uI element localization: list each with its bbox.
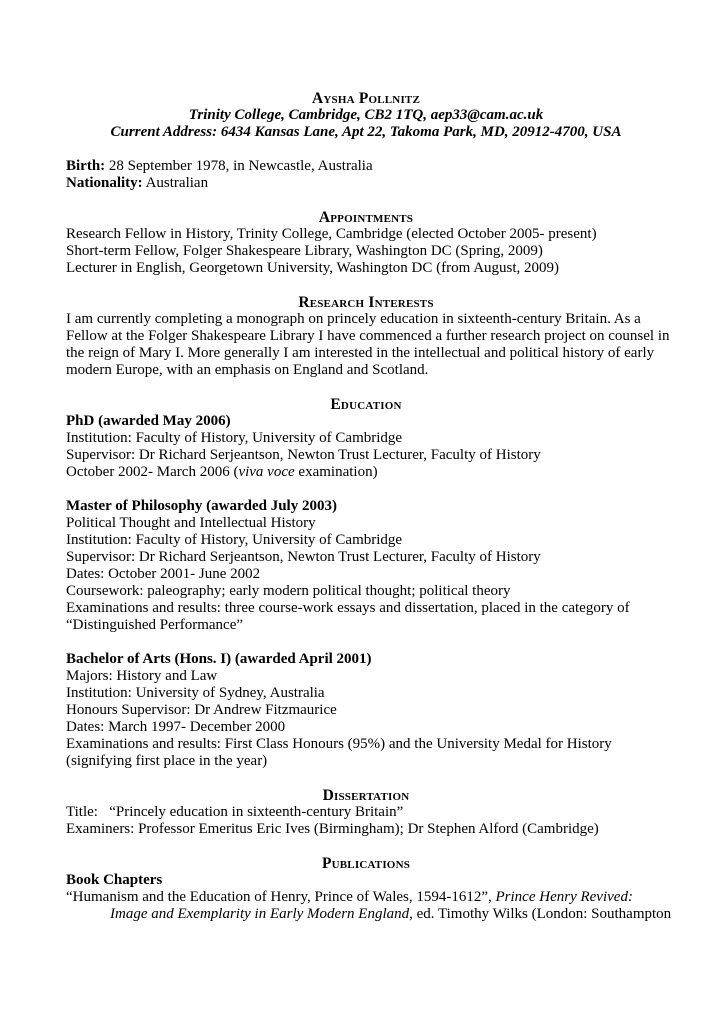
ba-institution: Institution: University of Sydney, Australia — [66, 685, 325, 701]
appointment-item: Research Fellow in History, Trinity College, Cambridge (elected October 2005- present) — [66, 226, 597, 242]
nationality-line — [66, 175, 666, 192]
birth-value: 28 September 1978, in Newcastle, Australia — [105, 158, 373, 174]
phd-title: PhD (awarded May 2006) — [66, 413, 231, 429]
ba-title: Bachelor of Arts (Hons. I) (awarded April 2001) — [66, 651, 372, 667]
ba-supervisor: Honours Supervisor: Dr Andrew Fitzmaurice — [66, 702, 337, 718]
research-heading: Research Interests — [298, 294, 434, 311]
appointments-heading: Appointments — [318, 209, 414, 226]
birth-line — [66, 158, 666, 175]
dissertation-heading: Dissertation — [322, 787, 410, 804]
book-chapters-label: Book Chapters — [66, 872, 163, 888]
cv-page — [66, 90, 672, 923]
publication-entry — [66, 889, 666, 906]
research-text-line: the reign of Mary I. More generally I am interested in the intellectual and political history of early — [66, 345, 655, 361]
nationality-value: Australian — [142, 175, 209, 191]
publication-details: , ed. Timothy Wilks (London: Southampton — [409, 906, 672, 922]
book-title-part2: Image and Exemplarity in Early Modern England — [110, 906, 410, 922]
publication-entry-cont — [66, 906, 672, 923]
ba-results: Examinations and results: First Class Honours (95%) and the University Medal for History — [66, 736, 612, 752]
mphil-supervisor: Supervisor: Dr Richard Serjeantson, Newton Trust Lecturer, Faculty of History — [66, 549, 541, 565]
phd-institution: Institution: Faculty of History, University of Cambridge — [66, 430, 403, 446]
ba-results-cont: (signifying first place in the year) — [66, 753, 268, 769]
chapter-title: “Humanism and the Education of Henry, Prince of Wales, 1594-1612”, — [66, 889, 496, 905]
mphil-results-cont: “Distinguished Performance” — [66, 617, 244, 633]
research-text-line: modern Europe, with an emphasis on England and Scotland. — [66, 362, 429, 378]
dissertation-examiners: Examiners: Professor Emeritus Eric Ives (Birmingham); Dr Stephen Alford (Cambridge) — [66, 821, 599, 837]
author-name: Aysha Pollnitz — [311, 90, 421, 107]
appointment-item: Lecturer in English, Georgetown University, Washington DC (from August, 2009) — [66, 260, 560, 276]
mphil-title: Master of Philosophy (awarded July 2003) — [66, 498, 337, 514]
phd-dates — [66, 464, 666, 481]
book-title-part1: Prince Henry Revived: — [495, 889, 633, 905]
research-text-line: I am currently completing a monograph on princely education in sixteenth-century Britain. As a — [66, 311, 641, 327]
ba-majors: Majors: History and Law — [66, 668, 218, 684]
dissertation-title: Title: “Princely education in sixteenth-century Britain” — [66, 804, 404, 820]
publications-heading: Publications — [321, 855, 411, 872]
phd-supervisor: Supervisor: Dr Richard Serjeantson, Newton Trust Lecturer, Faculty of History — [66, 447, 541, 463]
research-text-line: Fellow at the Folger Shakespeare Library I have commenced a further research project on counsel in — [66, 328, 670, 344]
mphil-institution: Institution: Faculty of History, University of Cambridge — [66, 532, 403, 548]
ba-dates: Dates: March 1997- December 2000 — [66, 719, 286, 735]
affiliation-line: Trinity College, Cambridge, CB2 1TQ, aep33@cam.ac.uk — [188, 107, 544, 123]
mphil-results: Examinations and results: three course-work essays and dissertation, placed in the category of — [66, 600, 630, 616]
phd-dates-suffix: examination) — [294, 464, 378, 480]
mphil-coursework: Coursework: paleography; early modern political thought; political theory — [66, 583, 511, 599]
birth-label: Birth: — [66, 158, 106, 174]
mphil-subject: Political Thought and Intellectual History — [66, 515, 316, 531]
current-address-line: Current Address: 6434 Kansas Lane, Apt 22, Takoma Park, MD, 20912-4700, USA — [110, 124, 622, 140]
education-heading: Education — [330, 396, 402, 413]
mphil-dates: Dates: October 2001- June 2002 — [66, 566, 261, 582]
appointment-item: Short-term Fellow, Folger Shakespeare Library, Washington DC (Spring, 2009) — [66, 243, 543, 259]
nationality-label: Nationality: — [66, 175, 143, 191]
phd-dates-prefix: October 2002- March 2006 ( — [66, 464, 239, 480]
phd-dates-italic: viva voce — [238, 464, 295, 480]
